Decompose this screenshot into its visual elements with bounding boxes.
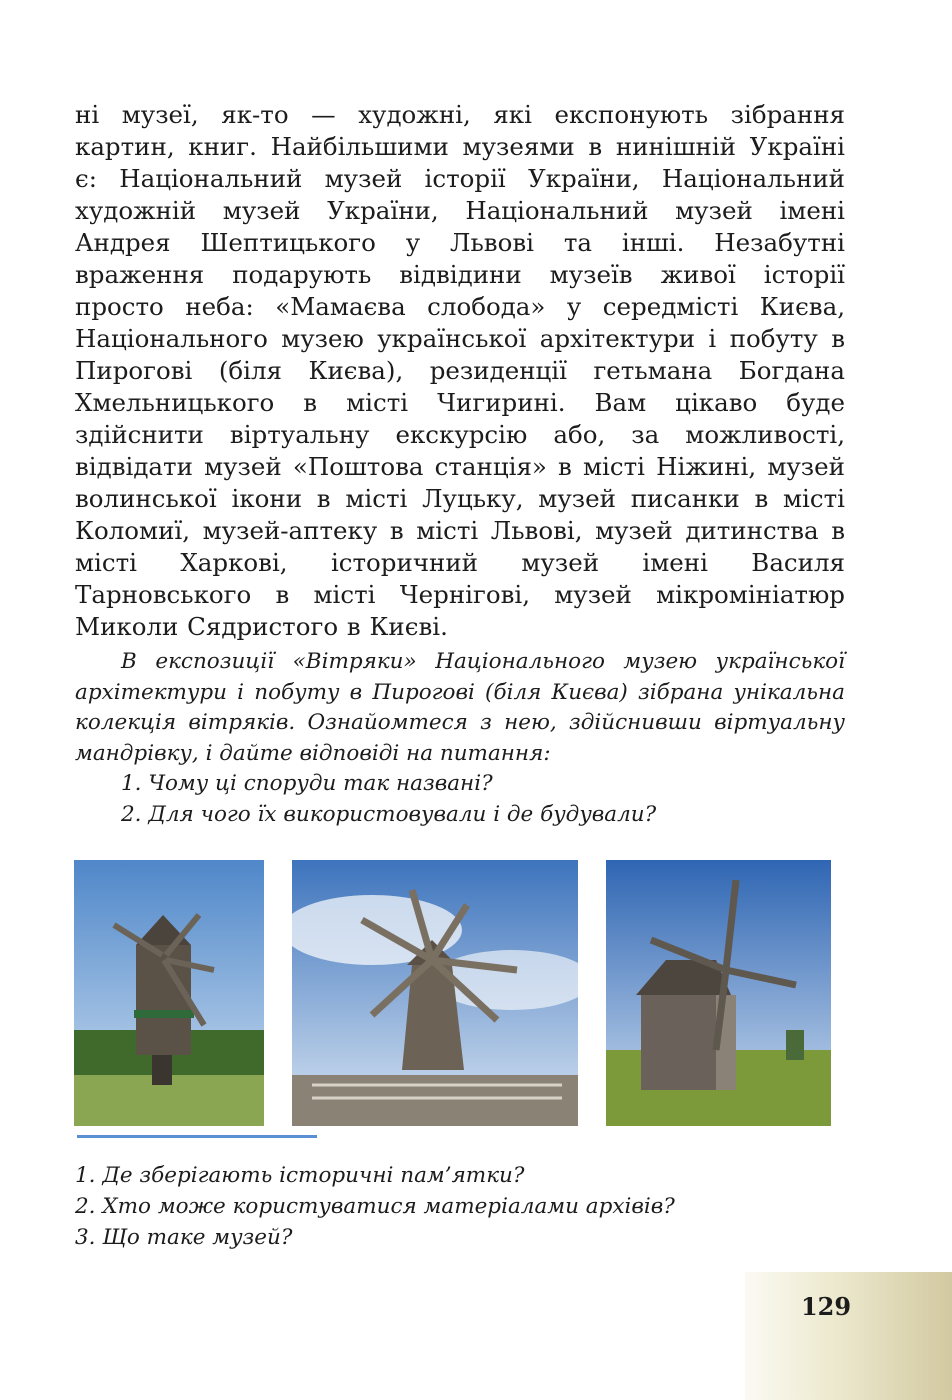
section-divider [77,1135,317,1138]
windmill-photo-3 [606,860,831,1126]
review-questions [75,1160,845,1253]
task-intro: В експозиції «Вітряки» Національного музею української архітектури і побуту в Пирогові (біля Києва) зібрана унікальна колекція вітряків. Ознайомтеся з нею, здійснивши віртуальну мандрівку, і дайте відповіді на питання: [75,649,845,766]
windmill-photo-2 [292,860,578,1126]
review-question-2: 2. Хто може користуватися матеріалами архівів? [75,1194,675,1219]
task-question-2: 2. Для чого їх використовували і де будували? [121,801,657,827]
task-question-1: 1. Чому ці споруди так названі? [121,771,493,796]
windmill-photo-1 [74,860,264,1126]
review-question-3: 3. Що таке музей? [75,1225,293,1250]
review-question-1: 1. Де зберігають історичні пам’ятки? [75,1163,525,1188]
page-number: 129 [800,1292,852,1321]
body-paragraph: ні музеї, як-то — художні, які експонують зібрання картин, книг. Найбільшими музеями в нинішній Україні є: Національний музей історії України, Національний художній музей України, Національний музей імені Андрея Шептицького у Львові та інші. Незабутні враження подарують відвідини музеїв живої історії просто неба: «Мамаєва слобода» у середмісті Києва, Національного музею української архітектури і побуту в Пирогові (біля Києва), резиденції гетьмана Богдана Хмельницького в місті Чигирині. Вам цікаво буде здійснити віртуальну екскурсію або, за можливості, відвідати музей «Поштова станція» в місті Ніжині, музей волинської ікони в місті Луцьку, музей писанки в місті Коломиї, музей-аптеку в місті Львові, музей дитинства в місті Харкові, історичний музей імені Василя Тарновського в місті Чернігові, музей мікромініатюр Миколи Сядристого в Києві. [75,100,845,641]
task-block [75,647,845,830]
